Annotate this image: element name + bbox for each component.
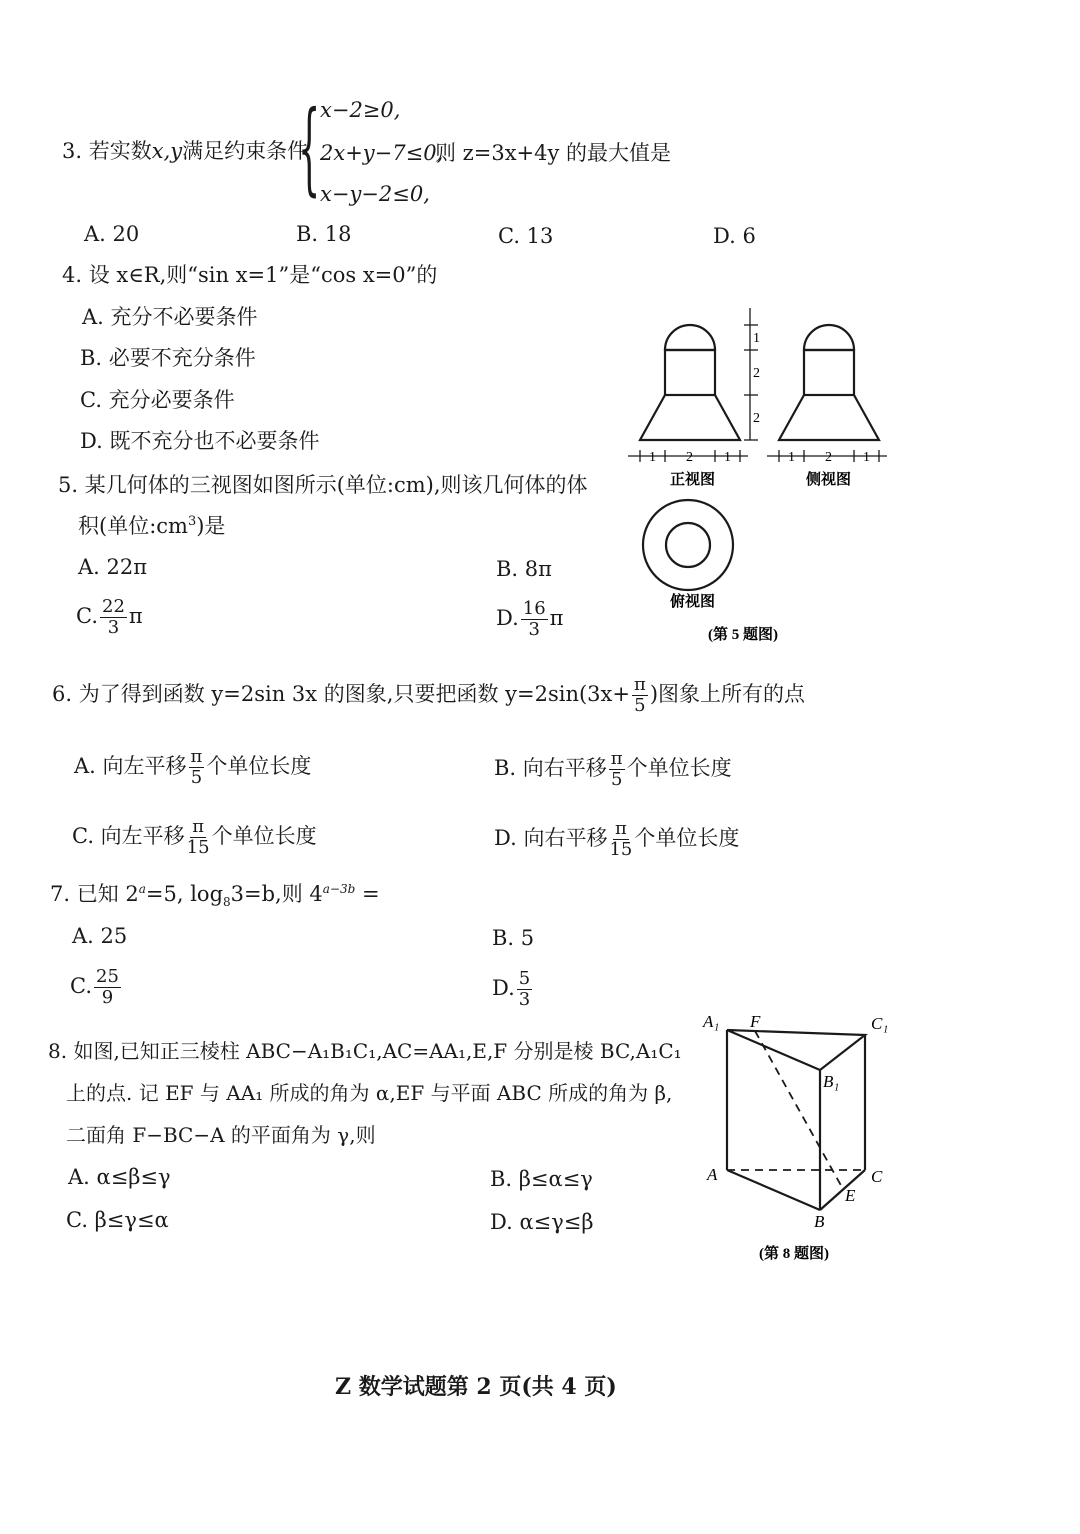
front-view-dome xyxy=(665,325,715,350)
dim-front-mid: 2 xyxy=(686,450,693,465)
label-B1: B₁ xyxy=(823,1072,840,1091)
q5-option-b: B. 8π xyxy=(496,557,552,581)
q7-option-a: A. 25 xyxy=(72,924,128,948)
label-C1: C₁ xyxy=(871,1014,889,1033)
side-view-label: 侧视图 xyxy=(806,472,852,488)
q5-option-a: A. 22π xyxy=(78,555,148,579)
side-view-frustum xyxy=(779,395,879,440)
q6-option-a: A. 向左平移 $\frac{\pi}{5}$ 个单位长度 xyxy=(74,746,312,788)
front-view-frustum xyxy=(640,395,740,440)
top-view-label: 俯视图 xyxy=(670,594,716,610)
label-E: E xyxy=(845,1186,856,1205)
q8-prism-figure xyxy=(695,1005,905,1270)
q8-stem-line1: 8. 如图,已知正三棱柱 ABC−A₁B₁C₁,AC=AA₁,E,F 分别是棱 BC,A₁C₁ xyxy=(48,1039,682,1063)
q5-option-c: C. $\frac{22}{3}$ π xyxy=(76,596,143,638)
q5-figure-caption: (第 5 题图) xyxy=(708,627,778,643)
q3-option-d: D. 6 xyxy=(713,224,756,248)
top-view-inner-circle xyxy=(666,523,710,567)
top-view-outer-circle xyxy=(643,500,733,590)
q6-option-d: D. 向右平移 $\frac{\pi}{15}$ 个单位长度 xyxy=(494,818,740,860)
dim-side-left: 1 xyxy=(788,450,795,465)
q8-option-a: A. α≤β≤γ xyxy=(68,1165,171,1189)
q5-three-view-figure xyxy=(620,300,895,650)
q6-option-b: B. 向右平移 $\frac{\pi}{5}$ 个单位长度 xyxy=(494,748,732,790)
q8-stem-line2: 上的点. 记 EF 与 AA₁ 所成的角为 α,EF 与平面 ABC 所成的角为 β, xyxy=(66,1081,673,1105)
q8-option-c: C. β≤γ≤α xyxy=(66,1208,169,1232)
dim-side-mid: 2 xyxy=(825,450,832,465)
label-F: F xyxy=(750,1012,761,1031)
q4-stem: 4. 设 x∈R,则“sin x=1”是“cos x=0”的 xyxy=(62,263,438,287)
front-view-cylinder xyxy=(665,350,715,395)
q6-stem: 6. 为了得到函数 y=2sin 3x 的图象,只要把函数 y=2sin(3x+ $\frac{\pi}{5}$ )图象上所有的点 xyxy=(52,674,806,716)
q3-stem: 3. 若实数x,y满足约束条件 xyxy=(62,139,309,163)
q5-stem-line1: 5. 某几何体的三视图如图所示(单位:cm),则该几何体的体 xyxy=(58,473,588,497)
q6-option-c: C. 向左平移 $\frac{\pi}{15}$ 个单位长度 xyxy=(72,816,317,858)
dim-label-frustum: 2 xyxy=(753,411,760,426)
q5-option-d: D. $\frac{16}{3}$ π xyxy=(496,598,564,640)
q3-option-b: B. 18 xyxy=(296,222,352,246)
label-A1: A₁ xyxy=(703,1012,720,1031)
front-view-label: 正视图 xyxy=(670,472,716,488)
dim-front-right: 1 xyxy=(724,450,731,465)
dim-label-cylinder: 2 xyxy=(753,366,760,381)
q3-constraint-1: x−2≥0, xyxy=(320,98,401,122)
q3-option-a: A. 20 xyxy=(84,222,140,246)
q8-option-d: D. α≤γ≤β xyxy=(490,1210,594,1234)
q3-stem-post: 则 z=3x+4y 的最大值是 xyxy=(435,141,672,165)
q8-option-b: B. β≤α≤γ xyxy=(490,1167,593,1191)
dim-front-left: 1 xyxy=(649,450,656,465)
q7-option-d: D. $\frac{5}{3}$ xyxy=(492,968,531,1010)
q4-option-d: D. 既不充分也不必要条件 xyxy=(80,429,320,453)
q4-option-b: B. 必要不充分条件 xyxy=(80,346,256,370)
segment-EF xyxy=(755,1031,843,1189)
q4-option-c: C. 充分必要条件 xyxy=(80,388,235,412)
edge-BC xyxy=(820,1170,865,1210)
q4-option-a: A. 充分不必要条件 xyxy=(82,305,258,329)
side-view-dome xyxy=(804,325,854,350)
q7-option-c: C. $\frac{25}{9}$ xyxy=(70,966,119,1008)
q8-stem-line3: 二面角 F−BC−A 的平面角为 γ,则 xyxy=(66,1123,376,1147)
page-footer: Z 数学试题第 2 页(共 4 页) xyxy=(335,1374,617,1400)
horizontal-dimensions xyxy=(628,450,887,462)
q8-figure-caption: (第 8 题图) xyxy=(759,1246,829,1262)
dim-side-right: 1 xyxy=(863,450,870,465)
q3-constraint-3: x−y−2≤0, xyxy=(320,182,430,206)
edge-AB xyxy=(727,1170,820,1210)
q5-stem-line2: 积(单位$:cm^3$)是 xyxy=(78,514,226,538)
label-A: A xyxy=(707,1165,718,1184)
side-view-cylinder xyxy=(804,350,854,395)
label-B: B xyxy=(814,1212,825,1231)
q3-option-c: C. 13 xyxy=(498,224,554,248)
q3-left-brace: { xyxy=(298,89,321,206)
label-C: C xyxy=(871,1167,883,1186)
q7-stem: 7. 已知 $2^a=5$, $\log_83=b$,则 $4^{a-3b}$ = xyxy=(50,882,380,910)
q7-option-b: B. 5 xyxy=(492,926,535,950)
q3-constraint-2: 2x+y−7≤0, xyxy=(320,141,444,165)
dim-label-dome: 1 xyxy=(753,331,760,346)
prism-top-face xyxy=(727,1030,865,1070)
